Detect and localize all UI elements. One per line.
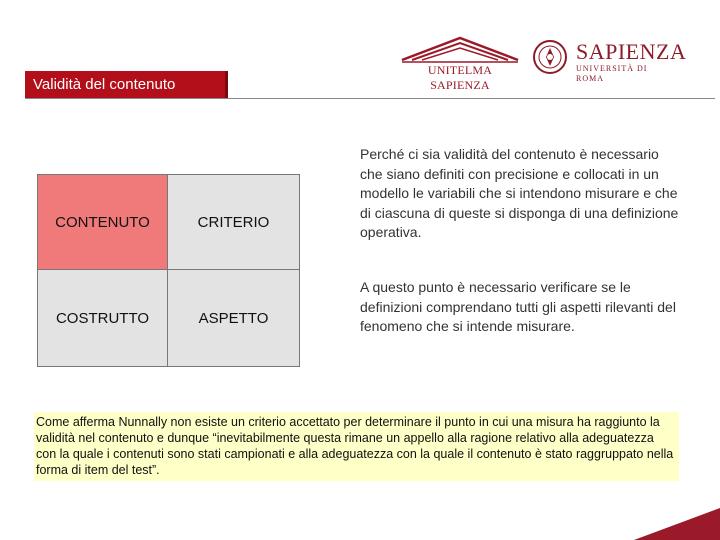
nunnally-quote-box: Come afferma Nunnally non esiste un criterio accettato per determinare il punto in cui una misura ha raggiunto la validità nel contenuto e dunque “inevitabilmente questa rimane un appello alla ragione relativo alla adeguatezza con la quale i contenuti sono stati campionati e alla adeguatezza con la quale il contenuto è stato raggruppato nella forma di item del test”. (34, 412, 679, 481)
sapienza-logo-subtitle: UNIVERSITÀ DI ROMA (576, 64, 648, 83)
paragraph-verification: A questo punto è necessario verificare se le definizioni comprendano tutti gli aspetti rilevanti del fenomeno che si intende misurare. (360, 279, 676, 334)
sapienza-logo (576, 39, 687, 84)
sapienza-seal-icon (532, 37, 568, 77)
grid-cell-aspetto: ASPETTO (198, 309, 269, 327)
unitelma-logo (398, 34, 522, 92)
grid-cell-criterio: CRITERIO (168, 175, 299, 270)
validity-grid (37, 174, 300, 367)
sapienza-logo-name: SAPIENZA (576, 39, 687, 64)
header-divider (25, 98, 715, 99)
paragraph-definition: Perché ci sia validità del contenuto è necessario che siano definiti con precisione e collocati in un modello le variabili che si intendono misurare e che di ciascuna di queste si disponga di una definizione operativa. (360, 146, 679, 240)
unitelma-logo-text: UNITELMA SAPIENZA (427, 63, 493, 92)
grid-cell-costrutto: COSTRUTTO (38, 270, 168, 366)
corner-decoration-icon (634, 508, 720, 540)
slide-title: Validità del contenuto (25, 71, 228, 98)
grid-cell-contenuto: CONTENUTO (38, 175, 168, 270)
unitelma-roof-icon (398, 34, 522, 64)
